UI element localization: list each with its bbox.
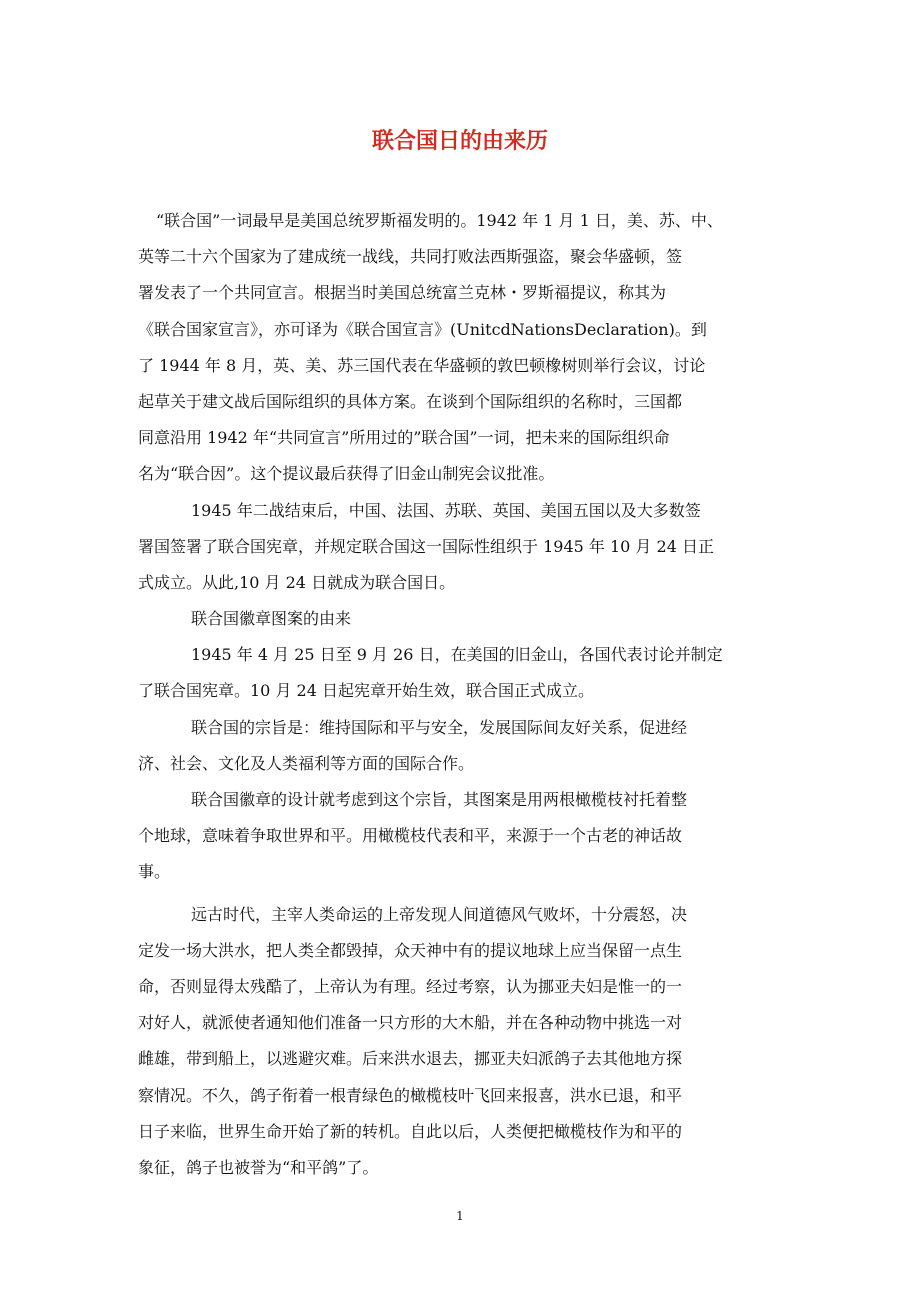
- text-line: 远古时代，主宰人类命运的上帝发现人间道德风气败坏，十分震怒，决: [191, 904, 688, 924]
- text-line: 济、社会、文化及人类福利等方面的国际合作。: [138, 753, 475, 773]
- text-line: 联合国的宗旨是：维持国际和平与安全，发展国际间友好关系，促进经: [191, 717, 688, 737]
- text-line: 了 1944 年 8 月，英、美、苏三国代表在华盛顿的敦巴顿橡树则举行会议，讨论: [138, 355, 706, 375]
- text-line: 1945 年二战结束后，中国、法国、苏联、英国、美国五国以及大多数签: [191, 500, 701, 520]
- page-title: 联合国日的由来历: [371, 129, 548, 154]
- text-line: 事。: [138, 862, 171, 882]
- text-line: 对好人，就派使者通知他们准备一只方形的大木船，并在各种动物中挑选一对: [138, 1013, 683, 1033]
- text-line: 命，否则显得太残酷了，上帝认为有理。经过考察，认为挪亚夫妇是惟一的一: [138, 976, 683, 996]
- paragraph: [138, 710, 788, 782]
- text-line: 了联合国宪章。10 月 24 日起宪章开始生效，联合国正式成立。: [138, 681, 594, 701]
- paragraph: [138, 637, 788, 709]
- text-line: 雌雄，带到船上，以逃避灾难。后来洪水退去，挪亚夫妇派鸽子去其他地方探: [138, 1049, 683, 1069]
- text-line: 联合国徽章的设计就考虑到这个宗旨，其图案是用两根橄榄枝衬托着整: [191, 790, 688, 809]
- text-line: 署国签署了联合国宪章，并规定联合国这一国际性组织于 1945 年 10 月 24 日正: [138, 536, 714, 556]
- text-line: 式成立。从此,10 月 24 日就成为联合国日。: [138, 572, 456, 592]
- text-line: 署发表了一个共同宣言。根据当时美国总统富兰克林・罗斯福提议，称其为: [138, 283, 667, 303]
- page-number: 1: [456, 1209, 464, 1223]
- paragraph: [138, 782, 788, 891]
- text-line: “联合国”一词最早是美国总统罗斯福发明的。1942 年 1 月 1 日，美、苏、中、: [156, 211, 723, 230]
- text-line: 名为“联合因”。这个提议最后获得了旧金山制宪会议批准。: [138, 464, 555, 484]
- text-line: 个地球，意味着争取世界和平。用橄榄枝代表和平，来源于一个古老的神话故: [138, 826, 683, 846]
- paragraph: [138, 493, 788, 602]
- text-line: 同意沿用 1942 年“共同宣言”所用过的”联合国”一词，把未来的国际组织命: [138, 428, 670, 448]
- text-line: 察情况。不久，鸽子衔着一根青绿色的橄榄枝叶飞回来报喜，洪水已退，和平: [138, 1085, 683, 1105]
- paragraph: [138, 203, 788, 493]
- text-line: 1945 年 4 月 25 日至 9 月 26 日，在美国的旧金山，各国代表讨论并制定: [191, 645, 723, 665]
- paragraph: [138, 601, 788, 637]
- text-line: 象征，鸽子也被誉为“和平鸽”了。: [138, 1157, 379, 1177]
- text-line: 定发一场大洪水，把人类全都毁掉，众天神中有的提议地球上应当保留一点生: [138, 940, 683, 960]
- text-line: 日子来临，世界生命开始了新的转机。自此以后，人类便把橄榄枝作为和平的: [138, 1121, 683, 1141]
- paragraph: [138, 897, 788, 1187]
- text-line: 起草关于建文战后国际组织的具体方案。在谈到个国际组织的名称时，三国都: [138, 391, 683, 411]
- text-line: 《联合国家宣言》，亦可译为《联合国宣言》(UnitcdNationsDeclaration)。到: [138, 319, 707, 339]
- section-heading: 联合国徽章图案的由来: [191, 609, 352, 629]
- text-line: 英等二十六个国家为了建成统一战线，共同打败法西斯强盗，聚会华盛顿，签: [138, 247, 683, 267]
- body-text: [138, 203, 788, 1186]
